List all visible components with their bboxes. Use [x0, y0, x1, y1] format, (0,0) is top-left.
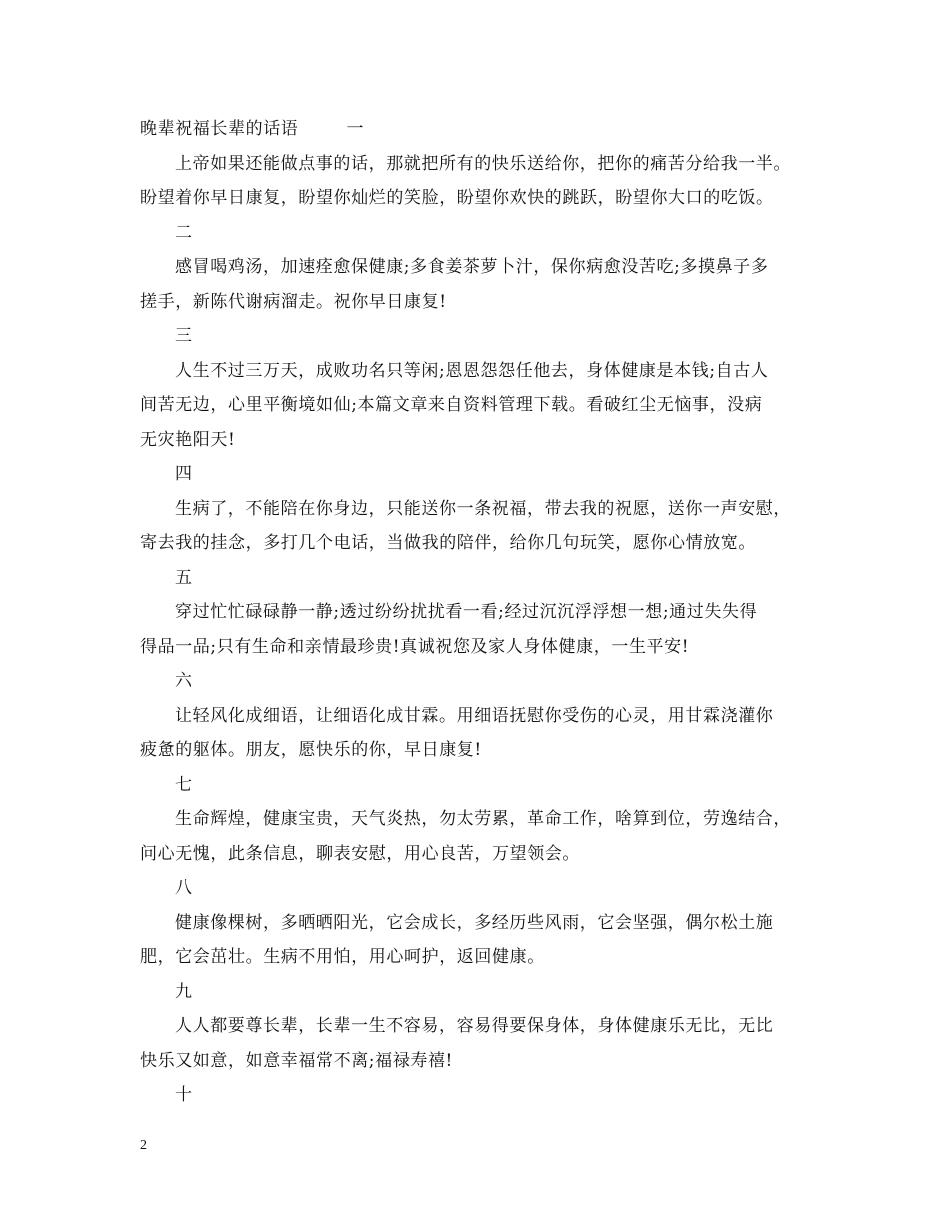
paragraph-line: 人生不过三万天，成败功名只等闲;恩恩怨怨任他去，身体健康是本钱;自古人: [175, 360, 769, 381]
paragraph-line: 搓手，新陈代谢病溜走。祝你早日康复!: [140, 291, 447, 312]
paragraph-line: 穿过忙忙碌碌静一静;透过纷纷扰扰看一看;经过沉沉浮浮想一想;通过失失得: [175, 602, 758, 622]
paragraph-line: 得品一品;只有生命和亲情最珍贵!真诚祝您及家人身体健康，一生平安!: [140, 636, 690, 657]
section-heading-1: 一: [346, 119, 365, 139]
document-title-line: [140, 112, 812, 147]
section-heading-3: 三: [175, 326, 193, 346]
paragraph-line: 无灾艳阳天!: [140, 429, 236, 450]
section-heading-7: 七: [175, 774, 193, 795]
paragraph-line: 问心无愧，此条信息，聊表安慰，用心良苦，万望领会。: [140, 843, 580, 864]
section-heading-5: 五: [175, 567, 193, 588]
paragraph-line: 健康像棵树，多晒晒阳光，它会成长，多经历些风雨，它会坚强，偶尔松土施: [175, 912, 774, 933]
section-heading-8: 八: [175, 878, 193, 898]
section-heading-6: 六: [175, 671, 193, 691]
section-heading-4: 四: [175, 464, 193, 484]
section-heading-9: 九: [175, 981, 193, 1002]
section-heading-10: 十: [175, 1085, 193, 1105]
paragraph-line: 上帝如果还能做点事的话，那就把所有的快乐送给你，把你的痛苦分给我一半。: [175, 153, 791, 174]
document-title: 晚辈祝福长辈的话语: [140, 119, 299, 139]
paragraph-line: 寄去我的挂念，多打几个电话，当做我的陪伴，给你几句玩笑，愿你心情放宽。: [140, 533, 756, 553]
paragraph-line: 人人都要尊长辈，长辈一生不容易，容易得要保身体，身体健康乐无比，无比: [175, 1016, 774, 1036]
paragraph-line: 疲惫的躯体。朋友，愿快乐的你，早日康复!: [140, 740, 482, 760]
paragraph-line: 让轻风化成细语，让细语化成甘霖。用细语抚慰你受伤的心灵，用甘霖浇灌你: [175, 705, 774, 726]
paragraph-line: 感冒喝鸡汤，加速痊愈保健康;多食姜茶萝卜汁，保你病愈没苦吃;多摸鼻子多: [175, 257, 769, 277]
paragraph-line: 肥，它会茁壮。生病不用怕，用心呵护，返回健康。: [140, 947, 545, 967]
paragraph-line: 间苦无边，心里平衡境如仙;本篇文章来自资料管理下载。看破红尘无恼事，没病: [140, 395, 763, 415]
paragraph-line: 生病了，不能陪在你身边，只能送你一条祝福，带去我的祝愿，送你一声安慰，: [175, 498, 791, 519]
paragraph-line: 快乐又如意，如意幸福常不离;福禄寿禧!: [140, 1050, 453, 1071]
paragraph-line: 生命辉煌，健康宝贵，天气炎热，勿太劳累，革命工作，啥算到位，劳逸结合，: [175, 809, 791, 829]
section-heading-2: 二: [175, 222, 193, 243]
page-number: 2: [140, 1138, 147, 1153]
document-body: [140, 112, 812, 1113]
paragraph-line: 盼望着你早日康复，盼望你灿烂的笑脸，盼望你欢快的跳跃，盼望你大口的吃饭。: [140, 188, 774, 208]
